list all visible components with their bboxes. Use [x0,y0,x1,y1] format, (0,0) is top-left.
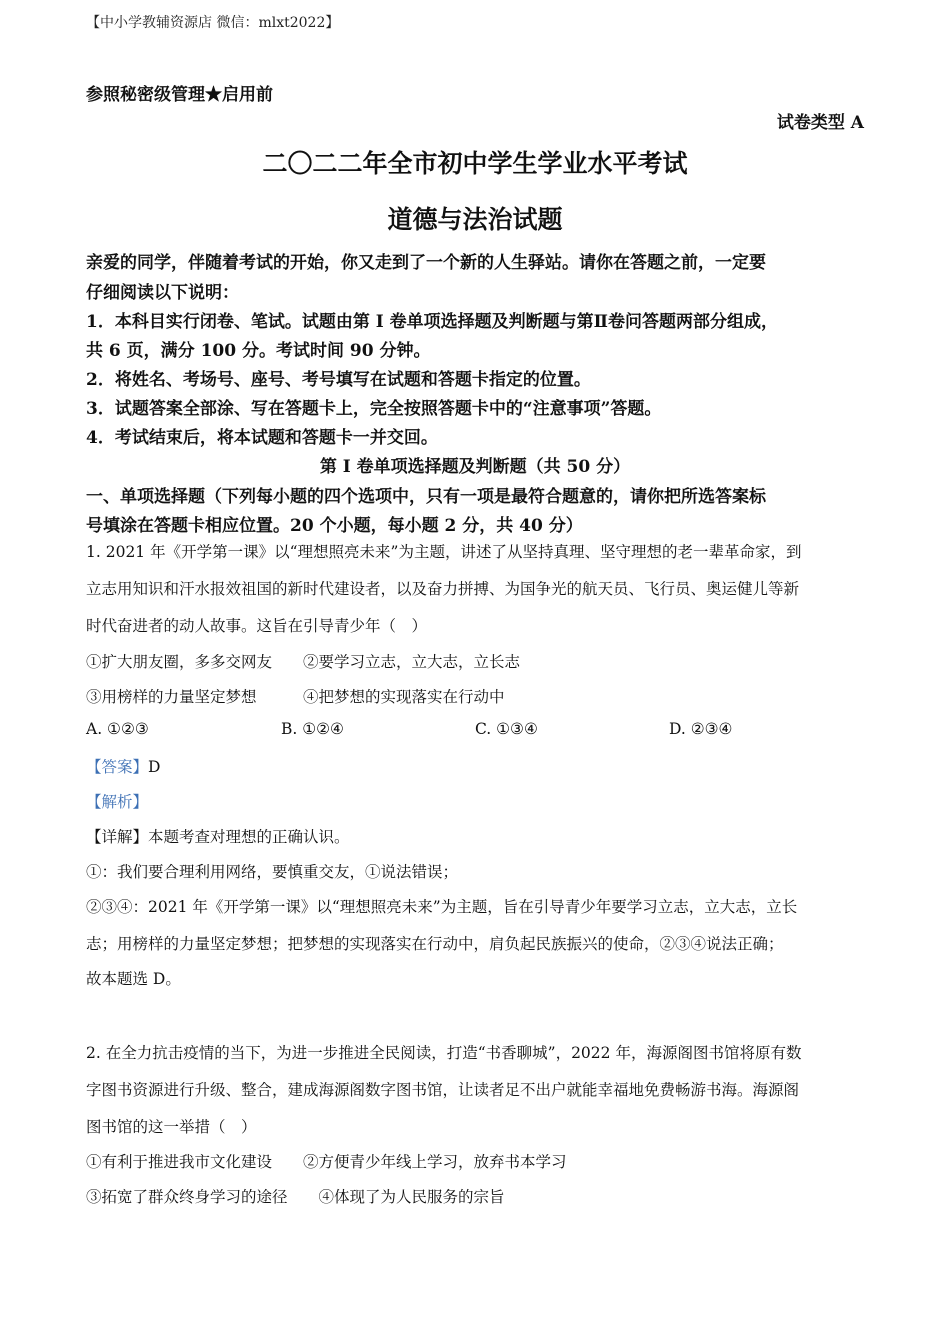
q1-option-d: D. ②③④ [669,720,733,738]
q1-statement: ①扩大朋友圈，多多交网友 ②要学习立志，立大志，立长志 [86,653,521,671]
answer-label: 【答案】 [86,758,149,776]
q1-stem-line: 时代奋进者的动人故事。这旨在引导青少年（ ） [86,617,428,635]
secret-level-line: 参照秘密级管理★启用前 [86,85,273,105]
q2-statement: ③拓宽了群众终身学习的途径 ④体现了为人民服务的宗旨 [86,1188,505,1206]
intro-line: 仔细阅读以下说明： [86,283,239,303]
answer-value: D [148,758,161,776]
part-heading: 号填涂在答题卡相应位置。20 个小题，每小题 2 分，共 40 分） [86,516,583,536]
instruction-line: 4．考试结束后，将本试题和答题卡一并交回。 [86,428,438,448]
q2-stem-line: 图书馆的这一举措（ ） [86,1118,257,1136]
exam-title: 二〇二二年全市初中学生学业水平考试 [262,149,688,178]
q1-answer [86,755,160,777]
q1-stem-line: 1. 2021 年《开学第一课》以“理想照亮未来”为主题，讲述了从坚持真理、坚守理想的老一辈革命家，到 [86,543,802,561]
instruction-line: 2．将姓名、考场号、座号、考号填写在试题和答题卡指定的位置。 [86,370,591,390]
q2-statement: ①有利于推进我市文化建设 ②方便青少年线上学习，放弃书本学习 [86,1153,567,1171]
q1-detail-line: 故本题选 D。 [86,970,181,988]
part-heading: 一、单项选择题（下列每小题的四个选项中，只有一项是最符合题意的，请你把所选答案标 [86,487,766,507]
q2-stem-line: 2. 在全力抗击疫情的当下，为进一步推进全民阅读，打造“书香聊城”，2022 年，海源阁图书馆将原有数 [86,1044,802,1062]
q1-statement: ③用榜样的力量坚定梦想 ④把梦想的实现落实在行动中 [86,688,505,706]
q1-option-b: B. ①②④ [281,720,344,738]
q1-detail-line: ①：我们要合理利用网络，要慎重交友，①说法错误； [86,863,459,881]
intro-line: 亲爱的同学，伴随着考试的开始，你又走到了一个新的人生驿站。请你在答题之前，一定要 [86,253,766,273]
header-note: 【中小学教辅资源店 微信：mlxt2022】 [86,15,340,31]
instruction-line: 共 6 页，满分 100 分。考试时间 90 分钟。 [86,341,431,361]
instruction-line: 1．本科目实行闭卷、笔试。试题由第 I 卷单项选择题及判断题与第Ⅱ卷问答题两部分组成， [86,312,778,332]
q1-detail-line: 【详解】本题考查对理想的正确认识。 [86,828,350,846]
instruction-line: 3．试题答案全部涂、写在答题卡上，完全按照答题卡中的“注意事项”答题。 [86,399,662,419]
q2-stem-line: 字图书资源进行升级、整合，建成海源阁数字图书馆，让读者足不出户就能幸福地免费畅游书海。海源阁 [86,1081,800,1099]
q1-detail-line: ②③④：2021 年《开学第一课》以“理想照亮未来”为主题，旨在引导青少年要学习立志，立大志，立长 [86,898,798,916]
q1-detail-line: 志；用榜样的力量坚定梦想；把梦想的实现落实在行动中，肩负起民族振兴的使命，②③④说法正确； [86,935,784,953]
exam-subject-title: 道德与法治试题 [387,205,563,234]
section-title: 第 I 卷单项选择题及判断题（共 50 分） [319,457,631,477]
analysis-label: 【解析】 [86,793,149,811]
q1-option-a: A. ①②③ [86,720,149,738]
q1-option-c: C. ①③④ [475,720,538,738]
paper-type: 试卷类型 A [776,113,864,133]
q1-stem-line: 立志用知识和汗水报效祖国的新时代建设者，以及奋力拼搏、为国争光的航天员、飞行员、奥运健儿等新 [86,580,800,598]
